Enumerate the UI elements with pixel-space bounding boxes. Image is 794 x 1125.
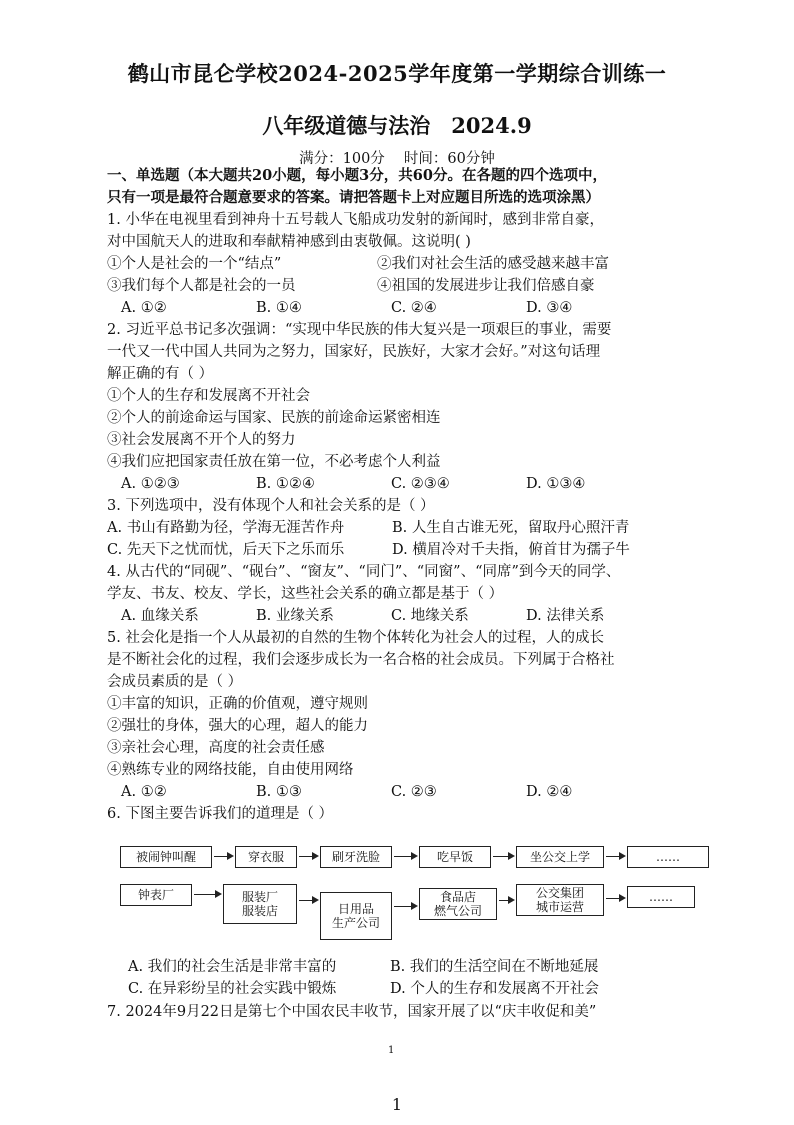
- diagram-arrow: [394, 856, 416, 857]
- q6-option-a: A. 我们的社会生活是非常丰富的: [128, 959, 337, 975]
- q6-options-row2: [128, 978, 708, 1000]
- page-number: 1: [391, 1095, 403, 1114]
- q1-option-a: A. ①②: [121, 300, 167, 316]
- q4-option-b: B. 业缘关系: [256, 608, 334, 624]
- exam-meta: 满分：100分 时间：60分钟: [299, 151, 495, 167]
- diagram-arrow: [299, 900, 317, 901]
- q2-option-a: A. ①②③: [121, 476, 180, 492]
- diagram-arrow: [194, 894, 220, 895]
- q1-option-c: C. ②④: [391, 300, 437, 316]
- q3-option-c: C. 先天下之忧而忧，后天下之乐而乐: [107, 542, 345, 558]
- diagram-arrow: [394, 906, 416, 907]
- section-heading-cont: 只有一项是最符合题意要求的答案。请把答题卡上对应题目所选的选项涂黑）: [107, 189, 600, 206]
- q2-option-c: C. ②③④: [391, 476, 450, 492]
- q1-options: [107, 297, 692, 319]
- q1-stem-cont: 对中国航天人的进取和奉献精神感到由衷敬佩。这说明( ): [107, 234, 471, 250]
- q2-statement-1: ①个人的生存和发展离不开社会: [107, 388, 310, 404]
- diagram-box-transit: 公交集团 城市运营: [516, 884, 604, 916]
- q5-statement-1: ①丰富的知识，正确的价值观，遵守规则: [107, 696, 368, 712]
- diagram-arrow: [606, 856, 624, 857]
- q4-stem-cont: 学友、书友、校友、学长，这些社会关系的确立都是基于（ ）: [107, 586, 504, 602]
- q4-option-a: A. 血缘关系: [121, 608, 199, 624]
- diagram-arrow: [606, 898, 624, 899]
- q6-option-d: D. 个人的生存和发展离不开社会: [390, 981, 599, 997]
- q2-stem-end: 解正确的有（ ）: [107, 366, 214, 382]
- diagram-box-bus: 坐公交上学: [516, 846, 604, 868]
- diagram-box-dress: 穿衣服: [235, 846, 297, 868]
- diagram-box-alarm: 被闹钟叫醒: [120, 846, 212, 868]
- q5-options: [107, 781, 692, 803]
- q4-stem: 4. 从古代的“同砚”、“砚台”、“窗友”、“同门”、“同窗”、“同席”到今天的同学、: [107, 564, 621, 580]
- q5-option-b: B. ①③: [256, 784, 302, 800]
- diagram-box-etc-2: ……: [627, 886, 695, 908]
- q1-option-d: D. ③④: [526, 300, 573, 316]
- q5-stem-cont: 是不断社会化的过程，我们会逐步成长为一名合格的社会成员。下列属于合格社: [107, 652, 615, 668]
- q6-options-row1: [128, 956, 708, 978]
- diagram-box-clock-factory: 钟表厂: [120, 884, 192, 906]
- section-heading: 一、单选题（本大题共20小题，每小题3分，共60分。在各题的四个选项中，: [107, 167, 607, 184]
- diagram-arrow: [493, 856, 513, 857]
- q4-option-c: C. 地缘关系: [391, 608, 469, 624]
- q2-option-b: B. ①②④: [256, 476, 315, 492]
- diagram-box-wash: 刷牙洗脸: [320, 846, 392, 868]
- diagram-box-breakfast: 吃早饭: [419, 846, 491, 868]
- q4-options: [107, 605, 692, 627]
- q2-stem-cont: 一代又一代中国人共同为之努力，国家好，民族好，大家才会好。”对这句话理: [107, 344, 601, 360]
- q5-stem-end: 会成员素质的是（ ）: [107, 674, 243, 690]
- q1-option-b: B. ①④: [256, 300, 302, 316]
- q2-stem: 2. 习近平总书记多次强调：“实现中华民族的伟大复兴是一项艰巨的事业，需要: [107, 322, 612, 338]
- q7-stem: 7. 2024年9月22日是第七个中国农民丰收节，国家开展了以“庆丰收促和美”: [107, 1004, 597, 1020]
- q5-option-c: C. ②③: [391, 784, 437, 800]
- q5-statement-4: ④熟练专业的网络技能，自由使用网络: [107, 762, 354, 778]
- page-number-small: 1: [388, 1045, 395, 1056]
- q2-statement-2: ②个人的前途命运与国家、民族的前途命运紧密相连: [107, 410, 441, 426]
- exam-title: 鹤山市昆仑学校2024-2025学年度第一学期综合训练一: [127, 61, 667, 86]
- q3-stem: 3. 下列选项中，没有体现个人和社会关系的是（ ）: [107, 498, 435, 514]
- diagram-arrow: [299, 856, 317, 857]
- q5-stem: 5. 社会化是指一个人从最初的自然的生物个体转化为社会人的过程，人的成长: [107, 630, 604, 646]
- q5-option-d: D. ②④: [526, 784, 573, 800]
- diagram-box-food-gas: 食品店 燃气公司: [419, 888, 497, 920]
- q2-option-d: D. ①③④: [526, 476, 586, 492]
- diagram-box-etc: ……: [627, 846, 709, 868]
- q2-statement-3: ③社会发展离不开个人的努力: [107, 432, 296, 448]
- q3-options-row1: [107, 517, 692, 539]
- q3-option-a: A. 书山有路勤为径，学海无涯苦作舟: [107, 520, 345, 536]
- q6-option-c: C. 在异彩纷呈的社会实践中锻炼: [128, 981, 337, 997]
- q6-option-b: B. 我们的生活空间在不断地延展: [390, 959, 599, 975]
- q4-option-d: D. 法律关系: [526, 608, 605, 624]
- q3-option-b: B. 人生自古谁无死，留取丹心照汗青: [392, 520, 630, 536]
- q2-statement-4: ④我们应把国家责任放在第一位，不必考虑个人利益: [107, 454, 441, 470]
- q5-statement-2: ②强壮的身体，强大的心理，超人的能力: [107, 718, 368, 734]
- diagram-box-clothing: 服装厂 服装店: [223, 884, 297, 924]
- q6-flow-diagram: [118, 840, 718, 960]
- q3-option-d: D. 横眉冷对千夫指，俯首甘为孺子牛: [392, 542, 630, 558]
- diagram-arrow: [214, 856, 232, 857]
- q6-options: [128, 956, 708, 1000]
- q5-statement-3: ③亲社会心理，高度的社会责任感: [107, 740, 325, 756]
- q6-stem: 6. 下图主要告诉我们的道理是（ ）: [107, 806, 334, 822]
- diagram-box-daily-goods: 日用品 生产公司: [320, 892, 392, 940]
- q1-statement-4: ④祖国的发展进步让我们倍感自豪: [377, 278, 595, 294]
- q1-statement-2: ②我们对社会生活的感受越来越丰富: [377, 256, 609, 272]
- diagram-arrow: [499, 900, 513, 901]
- q1-statements-row2: [107, 275, 692, 297]
- q5-option-a: A. ①②: [121, 784, 167, 800]
- q1-stem: 1. 小华在电视里看到神舟十五号载人飞船成功发射的新闻时，感到非常自豪，: [107, 212, 604, 228]
- q1-statement-3: ③我们每个人都是社会的一员: [107, 278, 296, 294]
- q1-statements-row1: [107, 253, 692, 275]
- q2-options: [107, 473, 692, 495]
- q3-options-row2: [107, 539, 692, 561]
- q1-statement-1: ①个人是社会的一个“结点”: [107, 256, 282, 272]
- exam-subtitle: 八年级道德与法治 2024.9: [262, 113, 532, 138]
- question-content: [107, 165, 692, 825]
